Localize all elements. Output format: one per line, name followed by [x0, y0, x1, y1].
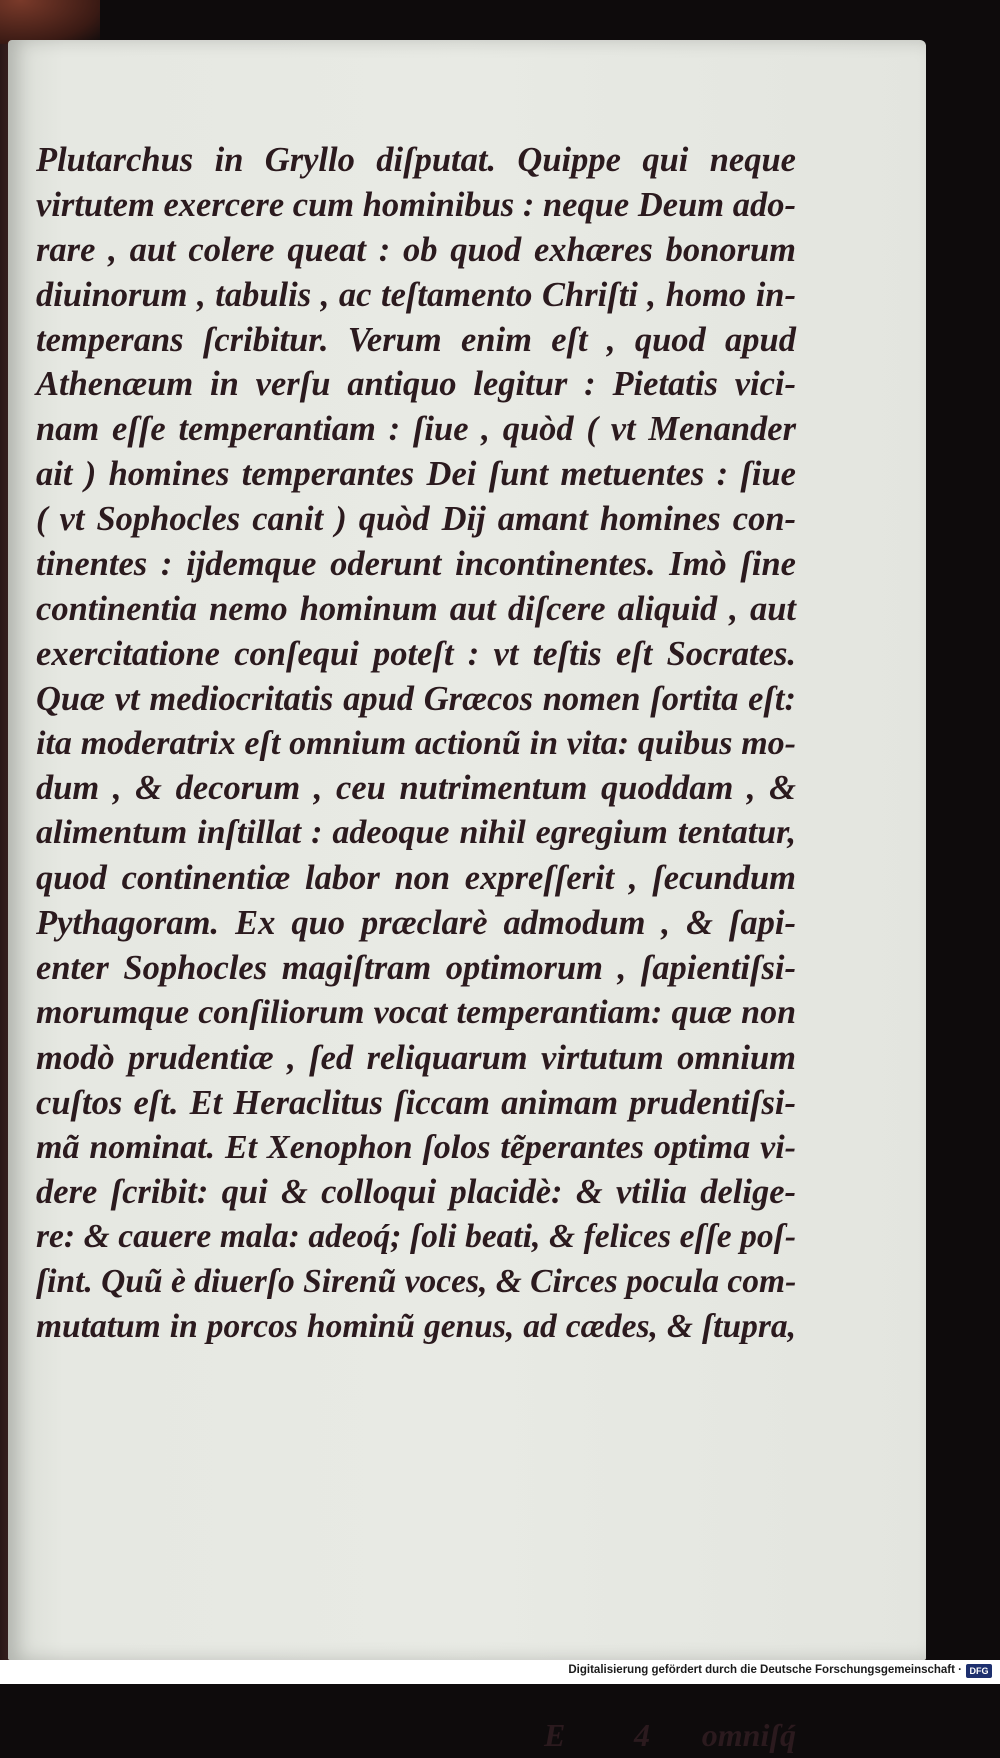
text-line: cuſtos eſt. Et Heraclitus ſiccam animam prudentiſsi- — [36, 1083, 796, 1122]
text-line: ita moderatrix eſt omnium actionũ in vita: quibus mo- — [36, 724, 796, 762]
dfg-logo: DFG — [966, 1664, 992, 1678]
text-line: Quæ vt mediocritatis apud Græcos nomen ſortita eſt: — [36, 679, 796, 718]
text-line: enter Sophocles magiſtram optimorum , ſapientiſsi- — [36, 949, 796, 988]
text-line: morumque conſiliorum vocat temperantiam: quæ non — [36, 993, 796, 1031]
text-line: tinentes : ijdemque oderunt incontinentes. Imò ſine — [36, 545, 796, 584]
signature-number: 4 — [634, 1717, 650, 1753]
page-footer-line — [36, 1713, 796, 1753]
text-line: dere ſcribit: qui & colloqui placidè: & vtilia delige- — [36, 1173, 796, 1212]
text-line: alimentum inſtillat : adeoque nihil egregium tentatur, — [36, 814, 796, 852]
book-cover-corner — [0, 0, 100, 44]
text-line: diuinorum , tabulis , ac teſtamento Chriſti , homo in- — [36, 275, 796, 314]
signature-mark: E — [544, 1717, 566, 1753]
text-line: ait ) homines temperantes Dei ſunt metuentes : ſiue — [36, 455, 796, 494]
catchword: omniſq́ — [701, 1717, 796, 1753]
funding-credit: Digitalisierung gefördert durch die Deutsche Forschungsgemeinschaft · — [568, 1664, 962, 1676]
text-line: Pythagoram. Ex quo præclarè admodum , & ſapi- — [36, 904, 796, 943]
text-line: mã nominat. Et Xenophon ſolos tẽperantes optima vi- — [36, 1128, 796, 1166]
text-line: virtutem exercere cum hominibus : neque Deum ado- — [36, 185, 796, 224]
text-line: mutatum in porcos hominũ genus, ad cædes, & ſtupra, — [36, 1308, 796, 1346]
text-line: modò prudentiæ , ſed reliquarum virtutum omnium — [36, 1038, 796, 1077]
text-line: Plutarchus in Gryllo diſputat. Quippe qui neque — [36, 141, 796, 179]
text-line: ſint. Quũ è diuerſo Sirenũ voces, & Circes pocula com- — [36, 1263, 797, 1301]
text-line: re: & cauere mala: adeoq́; ſoli beati, & felices eſſe poſ- — [36, 1218, 796, 1256]
text-line: nam eſſe temperantiam : ſiue , quòd ( vt Menander — [36, 410, 796, 449]
text-line: ( vt Sophocles canit ) quòd Dij amant homines con- — [36, 500, 796, 539]
text-line: dum , & decorum , ceu nutrimentum quoddam , & — [36, 769, 796, 808]
text-line: quod continentiæ labor non expreſſerit , ſecundum — [36, 859, 796, 898]
text-line: Athenæum in verſu antiquo legitur : Pietatis vici- — [36, 365, 796, 404]
text-line: temperans ſcribitur. Verum enim eſt , quod apud — [36, 320, 796, 359]
text-line: rare , aut colere queat : ob quod exhæres bonorum — [36, 230, 796, 269]
text-line: continentia nemo hominum aut diſcere aliquid , aut — [36, 589, 796, 628]
text-line: exercitatione conſequi poteſt : vt teſtis eſt Socrates. — [36, 634, 796, 673]
credit-bar — [0, 1660, 1000, 1684]
